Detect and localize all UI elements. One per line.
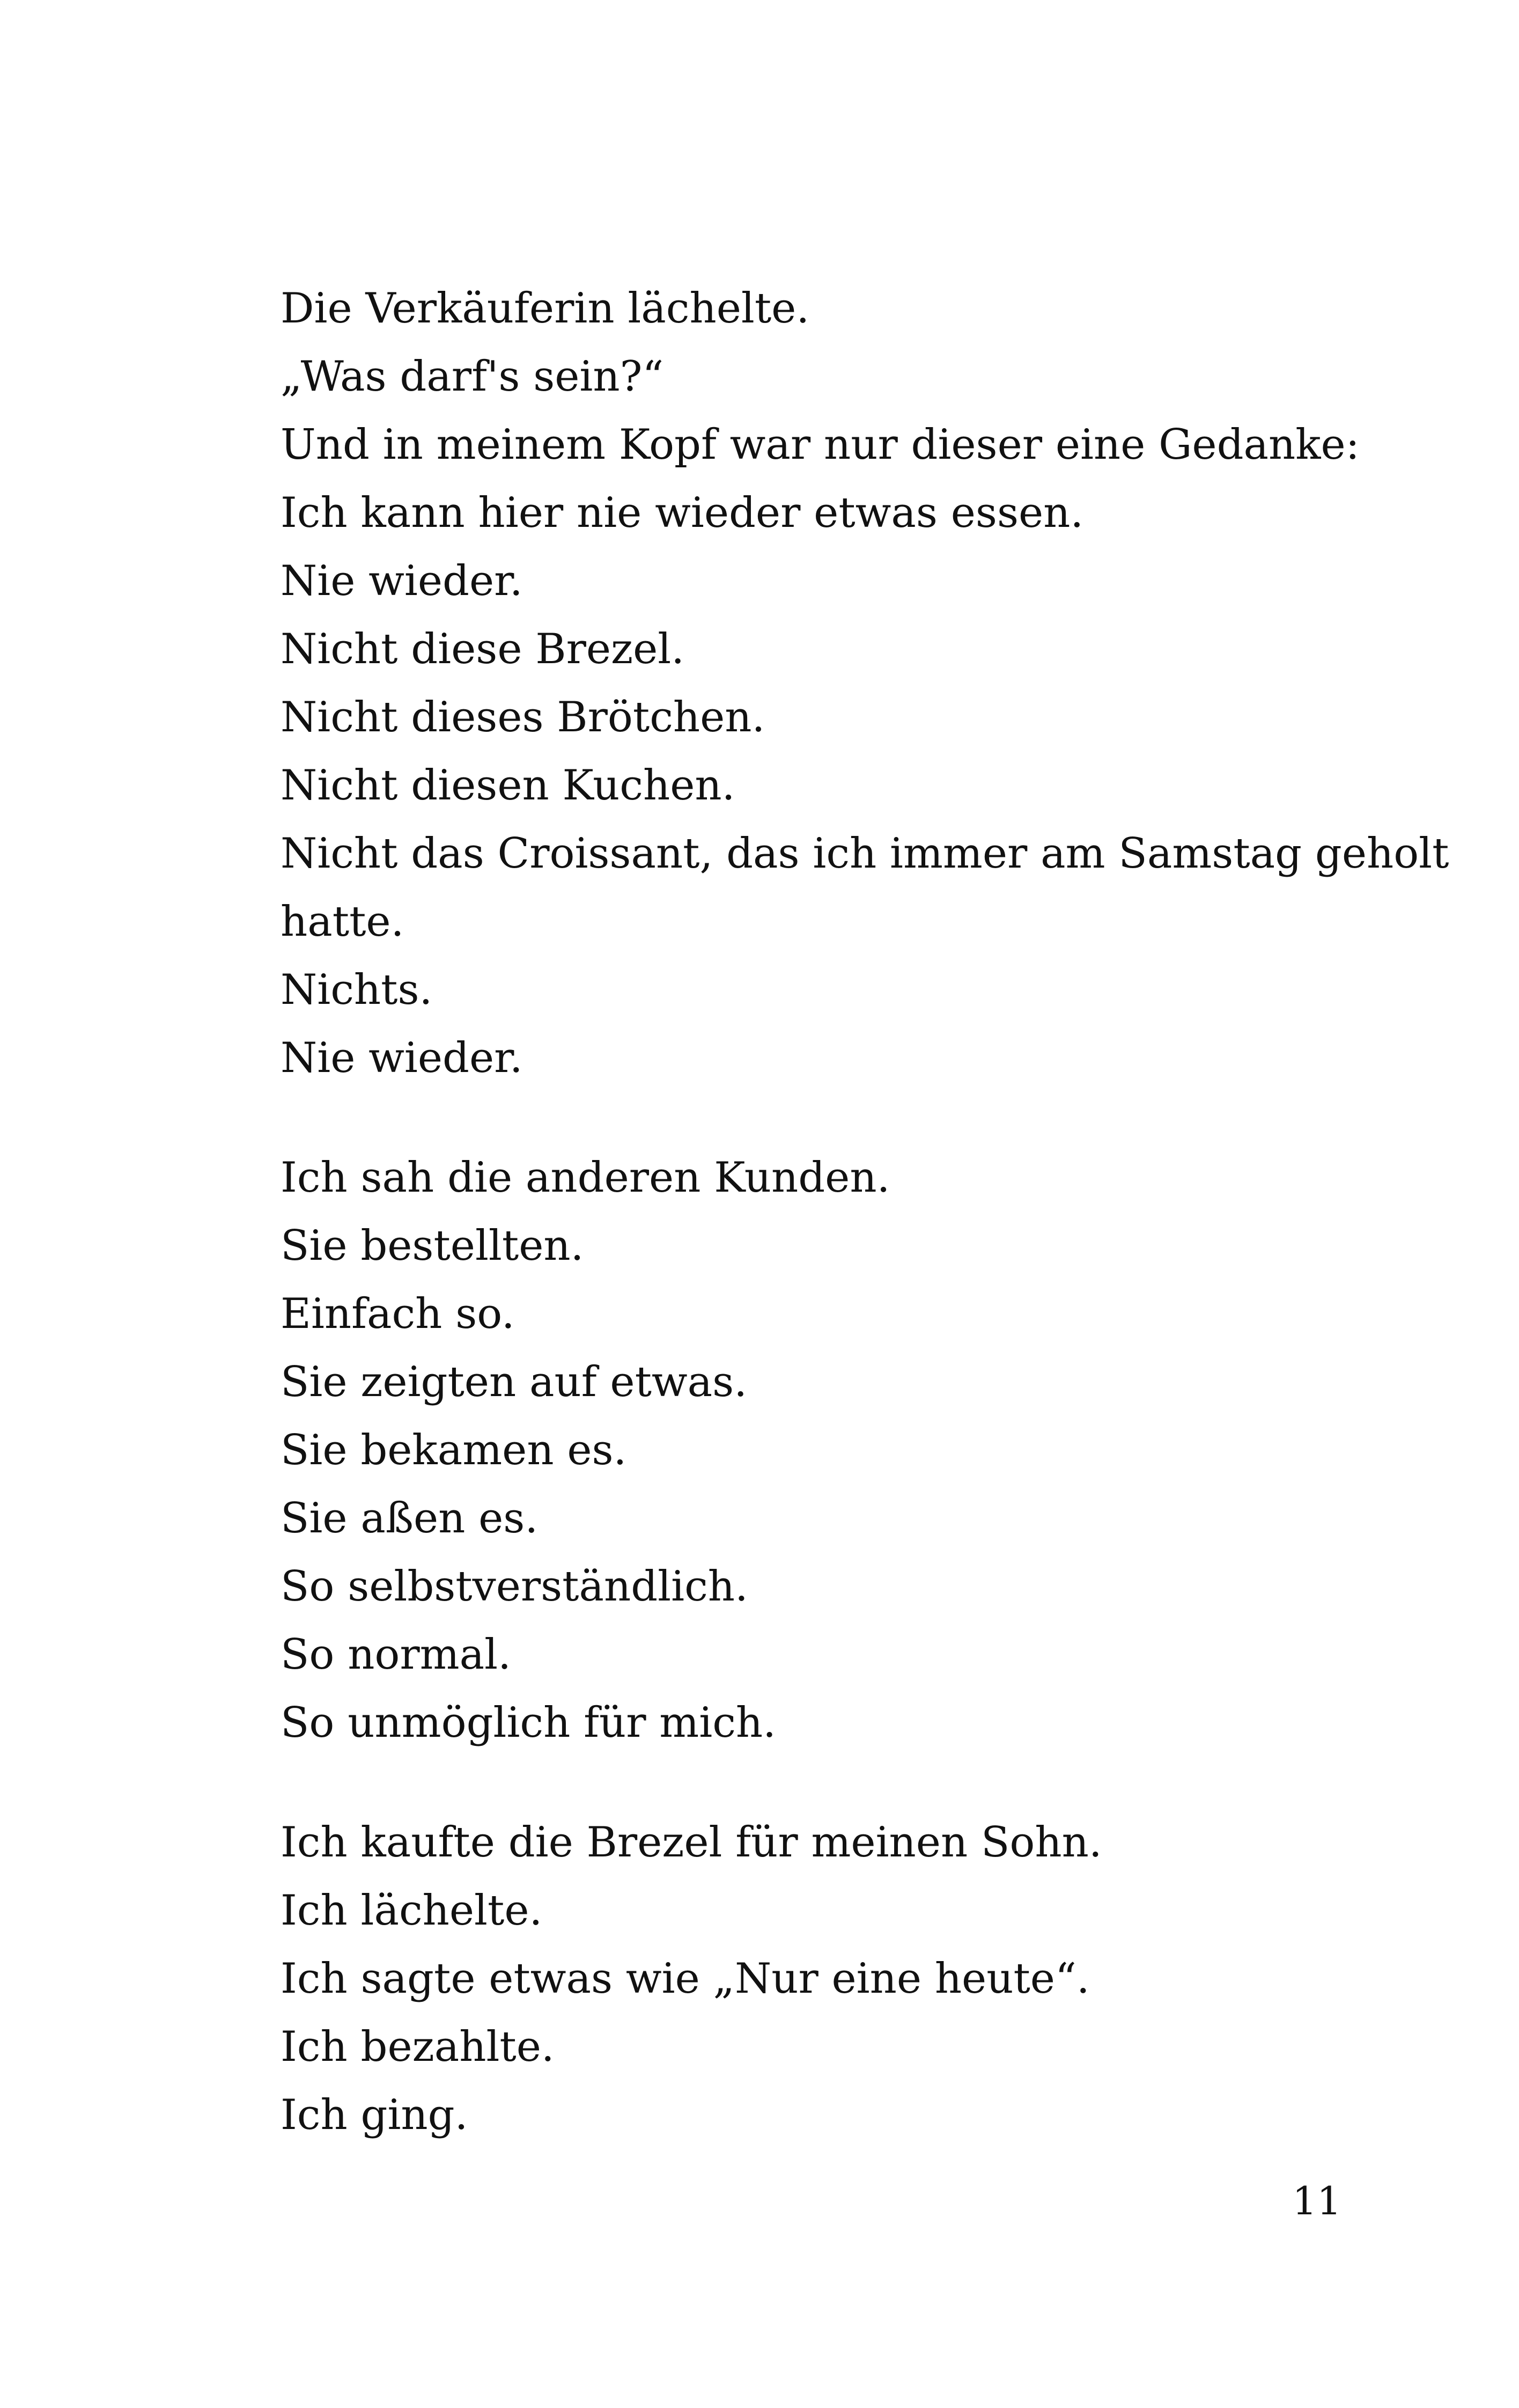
text-line: So normal. — [281, 1631, 511, 1679]
paragraph-1 — [281, 275, 1449, 1092]
text-line: Die Verkäuferin lächelte. — [281, 284, 810, 333]
text-line: Ich kann hier nie wieder etwas essen. — [281, 489, 1084, 537]
text-line: Nicht dieses Brötchen. — [281, 693, 765, 742]
text-line: So unmöglich für mich. — [281, 1699, 776, 1747]
text-line: Und in meinem Kopf war nur dieser eine Gedanke: — [281, 421, 1360, 469]
text-line: Nie wieder. — [281, 557, 523, 605]
page-text — [281, 275, 1449, 2149]
text-line: Einfach so. — [281, 1290, 515, 1338]
text-line: Sie aßen es. — [281, 1494, 539, 1543]
text-line: Ich sagte etwas wie „Nur eine heute“. — [281, 1955, 1090, 2003]
text-line: Nicht diese Brezel. — [281, 625, 685, 673]
text-line: Ich bezahlte. — [281, 2023, 555, 2071]
page-number: 11 — [1292, 2178, 1341, 2223]
text-line: Sie zeigten auf etwas. — [281, 1358, 747, 1406]
text-line: Nicht das Croissant, das ich immer am Samstag geholt — [281, 829, 1449, 878]
text-line: So selbstverständlich. — [281, 1562, 748, 1611]
text-line: Ich lächelte. — [281, 1886, 543, 1935]
text-line: „Was darf's sein?“ — [281, 353, 664, 401]
text-line: Sie bekamen es. — [281, 1426, 627, 1474]
text-line: Nichts. — [281, 966, 433, 1014]
text-line: Nie wieder. — [281, 1034, 523, 1082]
text-line: Sie bestellten. — [281, 1222, 584, 1270]
text-line: Ich kaufte die Brezel für meinen Sohn. — [281, 1818, 1102, 1867]
text-line: Ich sah die anderen Kunden. — [281, 1154, 890, 1202]
text-line: Ich ging. — [281, 2091, 468, 2139]
text-line: hatte. — [281, 898, 404, 946]
paragraph-2 — [281, 1144, 1353, 1757]
text-line: Nicht diesen Kuchen. — [281, 761, 735, 810]
paragraph-3 — [281, 1809, 1353, 2149]
